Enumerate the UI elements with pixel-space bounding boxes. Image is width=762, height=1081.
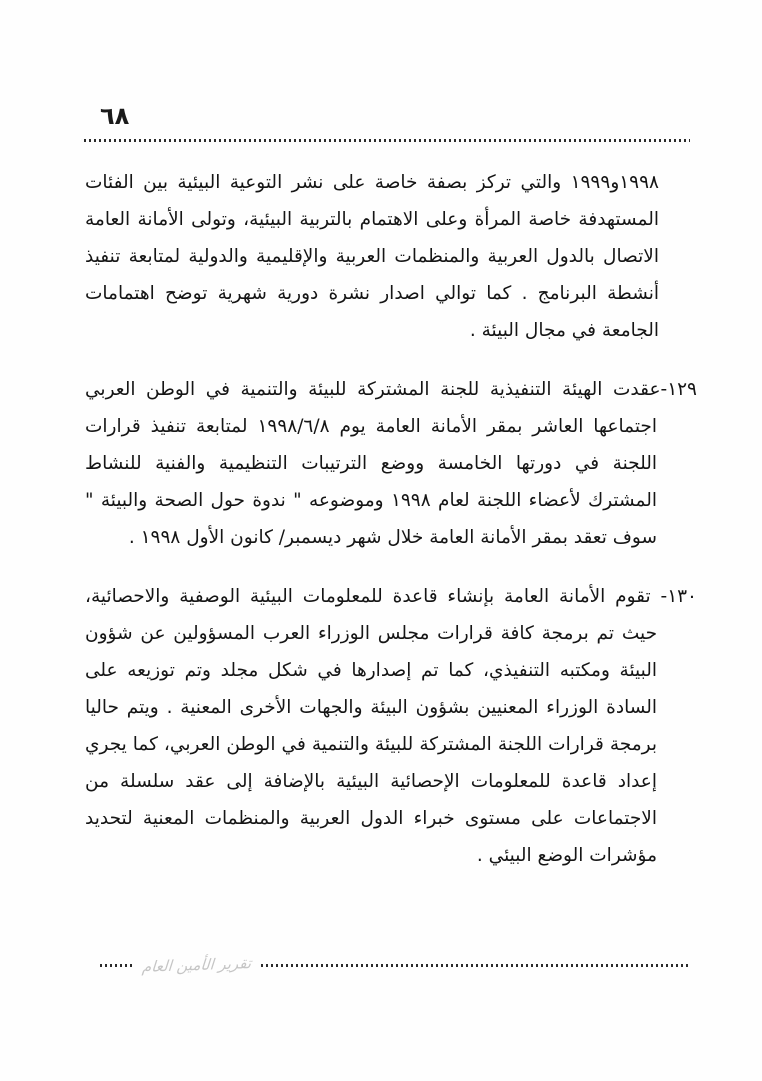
page-content [85, 164, 697, 874]
page-number: ٦٨ [100, 102, 130, 130]
footer-dash [100, 964, 132, 967]
paragraph-text: ١٩٩٨و١٩٩٩ والتي تركز بصفة خاصة على نشر التوعية البيئية بين الفئات المستهدفة خاصة المرأة وعلى الاهتمام بالتربية البيئية، وتولى الأمانة العامة الاتصال بالدول العربية والمنظمات العربية والإقليمية والدولية لمتابعة تنفيذ أنشطة البرنامج . كما توالي اصدار نشرة دورية شهرية توضح اهتمامات الجامعة في مجال البيئة . [85, 172, 659, 341]
paragraph-number: ١٢٩- [660, 379, 697, 400]
top-divider [84, 139, 690, 142]
page-footer [100, 942, 688, 988]
paragraph-continuation [85, 164, 659, 349]
paragraph-130 [85, 578, 697, 874]
footer-divider [261, 964, 688, 967]
paragraph-text: تقوم الأمانة العامة بإنشاء قاعدة للمعلومات البيئية الوصفية والاحصائية، حيث تم برمجة كافة قرارات مجلس الوزراء العرب المسؤولين عن شؤون البيئة ومكتبه التنفيذي، كما تم إصدارها في شكل مجلد وتم توزيعه على السادة الوزراء المعنيين بشؤون البيئة والجهات الأخرى المعنية . ويتم حاليا برمجة قرارات اللجنة المشتركة للبيئة والتنمية في الوطن العربي، كما يجري إعداد قاعدة للمعلومات الإحصائية البيئية بالإضافة إلى عقد سلسلة من الاجتماعات على مستوى خبراء الدول العربية والمنظمات المعنية لتحديد مؤشرات الوضع البيئي . [85, 586, 657, 866]
paragraph-text: عقدت الهيئة التنفيذية للجنة المشتركة للبيئة والتنمية في الوطن العربي اجتماعها العاشر بمقر الأمانة العامة يوم ١٩٩٨/٦/٨ لمتابعة تنفيذ قرارات اللجنة في دورتها الخامسة ووضع الترتيبات التنظيمية والفنية للنشاط المشترك لأعضاء اللجنة لعام ١٩٩٨ وموضوعه " ندوة حول الصحة والبيئة " سوف تعقد بمقر الأمانة العامة خلال شهر ديسمبر/ كانون الأول ١٩٩٨ . [85, 379, 661, 548]
handwritten-annotation: تقرير الأمين العام [141, 954, 252, 976]
paragraph-number: ١٣٠- [660, 586, 697, 607]
paragraph-129 [85, 371, 697, 556]
